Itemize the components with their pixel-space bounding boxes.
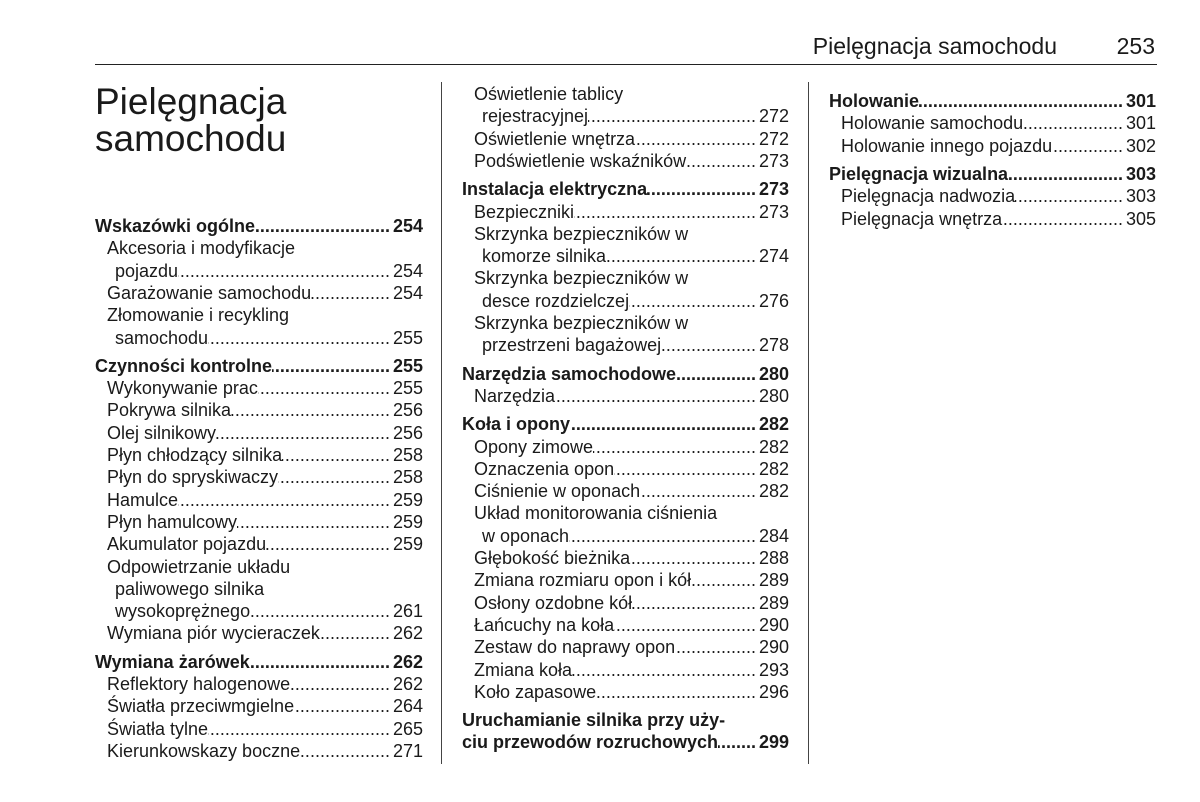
toc-entry-title: Płyn chłodzący silnika [107,445,283,465]
toc-entry-title: wysokoprężnego [115,601,251,622]
running-title: Pielęgnacja samochodu [812,33,1057,59]
toc-dot-leader [661,334,759,356]
toc-entry-title: Holowanie samochodu [841,113,1024,134]
toc-entry-title: w oponach [482,525,570,546]
toc-page-number: 301 [1125,113,1156,134]
toc-entry [107,282,423,304]
toc-page-number: 284 [758,525,789,546]
toc-dot-leader [320,622,393,644]
toc-leader-row [107,399,423,421]
toc-entry [474,436,789,458]
toc-page-number: 289 [758,570,789,591]
chapter-title-line-2: samochodu [95,118,287,159]
toc-entry [474,614,789,636]
toc-page-number: 255 [392,355,423,376]
toc-page-number: 296 [758,681,789,702]
chapter-title-line-1: Pielęgnacja [95,81,287,122]
toc-entry [474,312,789,334]
toc-entry [107,695,423,717]
toc-page-number: 259 [392,534,423,555]
toc-dot-leader [574,201,759,223]
toc-page-number: 273 [758,201,789,222]
toc-entry-title: Holowanie innego pojazdu [841,135,1053,156]
toc-leader-row [107,740,423,762]
toc-entry-title: Światła przeciwmgielne [107,696,295,717]
toc-entry-title: Osłony ozdobne kół [474,592,633,613]
toc-leader-row [474,659,789,681]
toc-entry-title: Koła i opony [462,414,570,435]
toc-entry-title: Płyn do spryskiwaczy [107,467,279,488]
toc-entry [107,399,423,421]
toc-entry [107,533,423,555]
toc-leader-row [482,245,789,267]
toc-dot-leader [250,651,393,673]
toc-entry-title: Układ monitorowania ciśnienia [474,503,718,524]
toc-page-number: 262 [392,651,423,672]
toc-dot-leader [647,178,759,200]
toc-dot-leader [572,659,759,681]
toc-page-number: 282 [758,481,789,502]
toc-entry-title: paliwowego silnika [115,578,265,599]
toc-entry [474,150,789,172]
toc-entry-title: Uruchamianie silnika przy uży- [462,710,726,731]
toc-entry-title: Zmiana rozmiaru opon i kół [474,570,692,591]
toc-entry [474,659,789,681]
toc-entry-title: Wskazówki ogólne [95,216,256,236]
toc-entry-title: Pielęgnacja nadwozia [841,186,1016,207]
toc-leader-row [482,105,789,127]
toc-dot-leader [569,525,759,547]
toc-leader-row [95,215,423,237]
toc-page-number: 293 [758,659,789,680]
toc-entry-title: Holowanie [829,91,920,111]
toc-entry [474,83,789,105]
toc-entry [482,105,789,127]
toc-page-number: 280 [758,385,789,406]
toc-leader-row [107,622,423,644]
column-divider-1 [441,82,442,764]
toc-leader-row [474,636,789,658]
toc-entry-title: Wymiana piór wycieraczek [107,623,320,644]
toc-entry [107,489,423,511]
toc-dot-leader [208,718,393,740]
toc-entry [107,673,423,695]
toc-leader-row [107,533,423,555]
toc-section-heading [462,731,789,753]
toc-leader-row [474,201,789,223]
toc-entry [115,327,423,349]
toc-leader-row [474,614,789,636]
toc-entry-title: Skrzynka bezpieczników w [474,268,689,289]
toc-entry-title: Pielęgnacja wizualna [829,163,1009,184]
toc-leader-row [474,436,789,458]
toc-page-number: 272 [758,128,789,149]
toc-entry [482,525,789,547]
toc-leader-row [107,511,423,533]
toc-dot-leader [919,90,1126,112]
toc-entry [474,592,789,614]
toc-dot-leader [570,413,759,435]
toc-page-number: 254 [392,260,423,281]
toc-leader-row [107,695,423,717]
toc-page-number: 273 [758,179,789,200]
toc-page-number: 256 [392,400,423,421]
toc-entry-title: Narzędzia [474,385,556,406]
toc-entry-title: Skrzynka bezpieczników w [474,313,689,333]
toc-page-number: 258 [392,445,423,465]
toc-dot-leader [632,592,759,614]
toc-entry-title: Wymiana żarówek [95,651,250,672]
column-divider-2 [808,82,809,764]
toc-page-number: 290 [758,614,789,635]
toc-dot-leader [178,260,393,282]
toc-entry [474,681,789,703]
toc-entry-title: Głębokość bieżnika [474,548,631,568]
toc-entry [107,740,423,762]
toc-dot-leader [1008,163,1126,185]
toc-entry [841,135,1156,157]
toc-leader-row [107,282,423,304]
toc-dot-leader [629,290,759,312]
toc-entry-title: rejestracyjnej [482,106,589,127]
toc-dot-leader [635,128,759,150]
toc-page-number: 278 [758,335,789,356]
toc-entry [474,201,789,223]
toc-entry [107,466,423,488]
toc-leader-row [474,385,789,407]
toc-dot-leader [596,681,759,703]
toc-dot-leader [675,636,759,658]
toc-page-number: 261 [392,601,423,622]
toc-entry [107,444,423,466]
toc-dot-leader [294,695,393,717]
toc-dot-leader [311,282,393,304]
toc-leader-row [462,363,789,385]
toc-entry-title: desce rozdzielczej [482,290,630,311]
toc-entry-title: Odpowietrzanie układu [107,556,291,577]
toc-entry-title: Akumulator pojazdu [107,534,267,555]
toc-leader-row [95,355,423,377]
toc-dot-leader [614,458,759,480]
toc-section-heading [829,90,1156,112]
toc-leader-row [115,327,423,349]
page-header [95,30,1157,65]
toc-page-number: 273 [758,150,789,171]
toc-page-number: 262 [392,674,423,694]
toc-entry-title: Ciśnienie w oponach [474,481,641,502]
toc-dot-leader [1023,112,1126,134]
toc-entry-title: Podświetlenie wskaźników [474,150,687,171]
toc-entry [107,377,423,399]
toc-entry [474,223,789,245]
toc-entry [474,547,789,569]
toc-entry [107,304,423,326]
toc-leader-row [841,185,1156,207]
toc-entry [107,237,423,259]
toc-section-heading [95,355,423,377]
toc-leader-row [841,112,1156,134]
toc-leader-row [482,525,789,547]
toc-page-number: 282 [758,414,789,435]
toc-page-number: 271 [392,740,423,761]
toc-entry-title: Płyn hamulcowy [107,511,238,532]
toc-dot-leader [593,436,759,458]
toc-page-number: 254 [392,282,423,303]
toc-dot-leader [606,245,759,267]
toc-leader-row [462,413,789,435]
toc-page-number: 280 [758,363,789,384]
toc-entry [115,578,423,600]
toc-dot-leader [588,105,759,127]
toc-page-number: 254 [392,216,423,236]
toc-leader-row [829,90,1156,112]
toc-leader-row [474,480,789,502]
toc-entry [841,112,1156,134]
toc-entry-title: pojazdu [115,260,179,281]
toc-entry [107,422,423,444]
toc-leader-row [474,569,789,591]
toc-page-number: 299 [758,732,789,753]
toc-entry [841,208,1156,230]
toc-dot-leader [1002,208,1126,230]
toc-entry-title: komorze silnika [482,246,607,267]
toc-section-heading [462,709,789,731]
toc-dot-leader [290,673,393,695]
toc-page-number: 301 [1125,91,1156,111]
toc-entry [107,622,423,644]
toc-dot-leader [300,740,393,762]
toc-page-number: 282 [758,436,789,457]
toc-section-heading [95,651,423,673]
toc-entry-title: Instalacja elektryczna [462,179,648,200]
toc-dot-leader [178,489,393,511]
toc-dot-leader [718,731,759,753]
toc-page-number: 274 [758,246,789,267]
toc-dot-leader [1015,185,1126,207]
toc-leader-row [482,334,789,356]
toc-leader-row [482,290,789,312]
toc-section-heading [462,363,789,385]
toc-entry [474,267,789,289]
toc-entry-title: Światła tylne [107,718,209,739]
toc-entry-title: Olej silnikowy [107,422,217,443]
toc-page-number: 259 [392,489,423,510]
toc-leader-row [107,377,423,399]
toc-entry-title: ciu przewodów rozruchowych [462,732,719,753]
toc-leader-row [462,178,789,200]
toc-page-number: 290 [758,637,789,658]
toc-entry [474,128,789,150]
chapter-title [95,83,286,157]
toc-page-number: 258 [392,467,423,488]
toc-entry [474,458,789,480]
toc-entry-title: Skrzynka bezpieczników w [474,223,689,244]
toc-entry-title: samochodu [115,327,209,348]
toc-entry-title: Łańcuchy na koła [474,614,615,635]
toc-entry-title: Hamulce [107,489,179,510]
toc-entry-title: Zmiana koła [474,659,573,680]
toc-entry-title: Złomowanie i recykling [107,305,290,326]
toc-entry-title: Garażowanie samochodu [107,282,312,303]
toc-leader-row [95,651,423,673]
toc-leader-row [474,458,789,480]
toc-page-number: 259 [392,511,423,532]
toc-entry [482,245,789,267]
toc-leader-row [474,592,789,614]
toc-dot-leader [640,480,759,502]
toc-dot-leader [255,215,393,237]
toc-leader-row [115,600,423,622]
toc-leader-row [474,547,789,569]
toc-dot-leader [282,444,393,466]
toc-page-number: 272 [758,106,789,127]
toc-entry-title: Akcesoria i modyfikacje [107,238,296,259]
toc-entry [474,636,789,658]
toc-dot-leader [691,569,759,591]
toc-dot-leader [614,614,759,636]
toc-entry-title: Oświetlenie tablicy [474,84,624,104]
toc-entry-title: Reflektory halogenowe [107,674,291,694]
toc-entry-title: Oznaczenia opon [474,458,615,479]
toc-entry-title: Narzędzia samochodowe [462,363,677,384]
toc-dot-leader [208,327,393,349]
toc-entry [474,480,789,502]
toc-page-number: 262 [392,623,423,644]
toc-entry-title: Pokrywa silnika [107,400,232,421]
toc-entry-title: Czynności kontrolne [95,355,273,376]
toc-entry [474,569,789,591]
toc-entry [115,600,423,622]
toc-leader-row [474,150,789,172]
toc-page-number: 303 [1125,163,1156,184]
toc-entry [107,511,423,533]
toc-entry-title: Koło zapasowe [474,681,597,702]
toc-leader-row [107,489,423,511]
toc-leader-row [462,731,789,753]
toc-section-heading [829,163,1156,185]
toc-dot-leader [555,385,759,407]
toc-leader-row [107,466,423,488]
toc-leader-row [841,208,1156,230]
toc-leader-row [474,681,789,703]
toc-entry [107,556,423,578]
toc-leader-row [107,673,423,695]
toc-entry-title: Kierunkowskazy boczne [107,740,301,761]
toc-leader-row [107,422,423,444]
toc-page-number: 264 [392,696,423,717]
toc-dot-leader [686,150,759,172]
toc-leader-row [841,135,1156,157]
toc-entry-title: Wykonywanie prac [107,378,258,399]
toc-page-number: 289 [758,592,789,613]
toc-page-number: 256 [392,422,423,443]
toc-dot-leader [258,377,393,399]
toc-dot-leader [237,511,393,533]
toc-entry-title: przestrzeni bagażowej [482,335,662,356]
toc-page-number: 288 [758,548,789,568]
toc-entry [474,385,789,407]
toc-page-number: 255 [392,378,423,399]
toc-dot-leader [250,600,393,622]
page-number: 253 [1116,33,1155,59]
toc-entry [482,290,789,312]
toc-entry [841,185,1156,207]
toc-section-heading [462,413,789,435]
toc-dot-leader [1052,135,1126,157]
toc-entry-title: Oświetlenie wnętrza [474,128,636,149]
toc-entry [107,718,423,740]
toc-dot-leader [278,466,393,488]
toc-entry-title: Bezpieczniki [474,201,575,222]
toc-page-number: 302 [1125,135,1156,156]
toc-entry [474,502,789,524]
toc-dot-leader [630,547,759,569]
toc-entry-title: Pielęgnacja wnętrza [841,208,1003,229]
toc-page-number: 265 [392,718,423,739]
toc-entry-title: Zestaw do naprawy opon [474,637,676,658]
toc-dot-leader [216,422,393,444]
toc-page-number: 305 [1125,208,1156,229]
toc-leader-row [474,128,789,150]
toc-page-number: 303 [1125,186,1156,207]
toc-entry [115,260,423,282]
toc-leader-row [107,444,423,466]
toc-dot-leader [231,399,393,421]
toc-section-heading [95,215,423,237]
toc-entry-title: Opony zimowe [474,436,594,457]
toc-page-number: 255 [392,327,423,348]
toc-leader-row [829,163,1156,185]
toc-page-number: 276 [758,290,789,311]
toc-leader-row [107,718,423,740]
toc-dot-leader [266,533,393,555]
toc-leader-row [115,260,423,282]
toc-section-heading [462,178,789,200]
toc-page-number: 282 [758,458,789,479]
toc-dot-leader [676,363,759,385]
toc-entry [482,334,789,356]
toc-dot-leader [272,355,393,377]
